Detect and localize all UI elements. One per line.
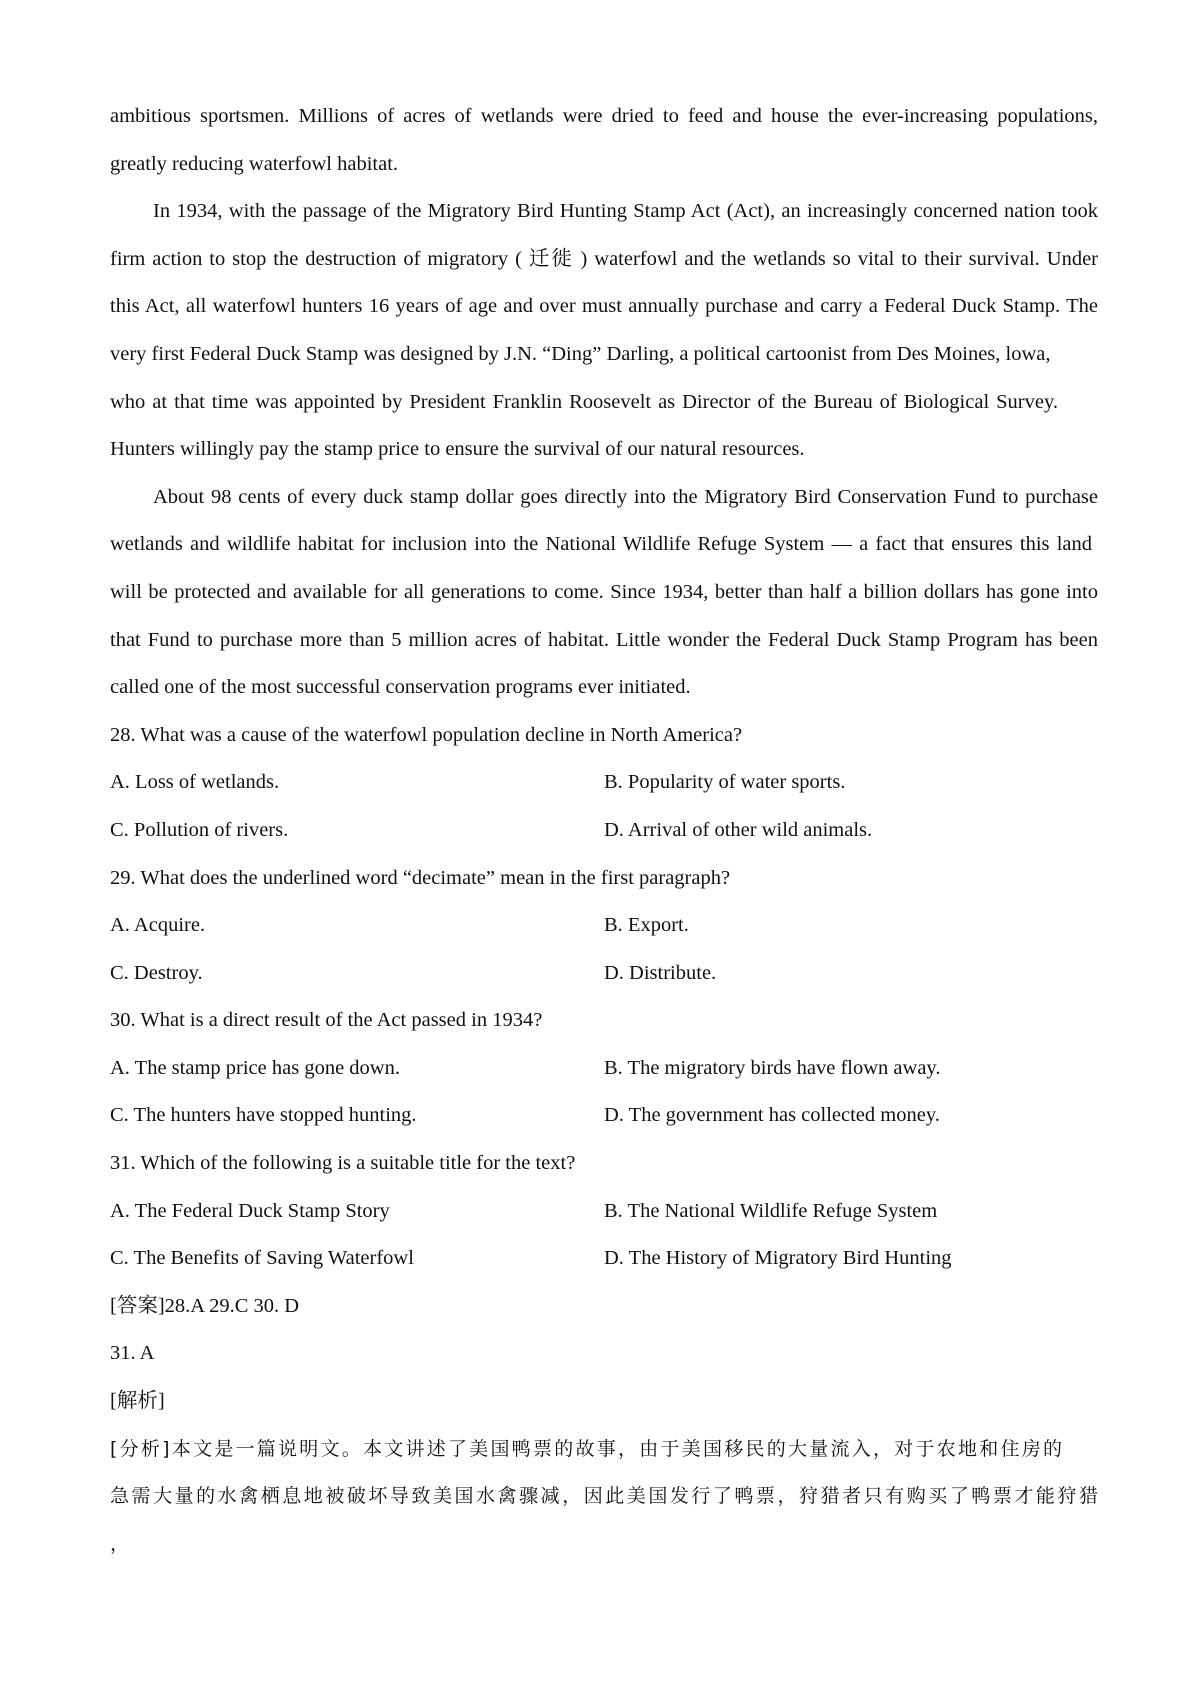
text-line: that Fund to purchase more than 5 million acres of habitat. Little wonder the Federal Duck Stamp Program has been bbox=[110, 628, 1098, 651]
option-b: B. The migratory birds have flown away. bbox=[604, 1056, 941, 1079]
paragraph-3 bbox=[110, 474, 1098, 712]
option-a: A. Acquire. bbox=[110, 914, 206, 937]
question-stem: 30. What is a direct result of the Act passed in 1934? bbox=[110, 1009, 543, 1032]
option-c: C. Destroy. bbox=[110, 961, 203, 984]
option-a: A. The stamp price has gone down. bbox=[110, 1056, 400, 1079]
question-31 bbox=[110, 1140, 1098, 1283]
option-b: B. Export. bbox=[604, 914, 689, 937]
option-c: C. Pollution of rivers. bbox=[110, 818, 289, 841]
question-stem: 29. What does the underlined word “decimate” mean in the first paragraph? bbox=[110, 866, 731, 889]
answer-section bbox=[110, 1283, 1098, 1569]
option-c: C. The hunters have stopped hunting. bbox=[110, 1104, 417, 1127]
answer-key: [答案]28.A 29.C 30. D bbox=[110, 1294, 300, 1317]
option-b: B. Popularity of water sports. bbox=[604, 771, 846, 794]
question-30 bbox=[110, 997, 1098, 1140]
option-c: C. The Benefits of Saving Waterfowl bbox=[110, 1247, 414, 1270]
text-line: In 1934, with the passage of the Migratory Bird Hunting Stamp Act (Act), an increasingly concerned nation took bbox=[153, 200, 1098, 223]
analysis-line: ， bbox=[110, 1532, 130, 1555]
text-line: wetlands and wildlife habitat for inclusion into the National Wildlife Refuge System — a fact that ensures this land bbox=[110, 533, 1092, 556]
question-stem: 31. Which of the following is a suitable title for the text? bbox=[110, 1152, 576, 1175]
option-a: A. Loss of wetlands. bbox=[110, 771, 280, 794]
text-line: this Act, all waterfowl hunters 16 years of age and over must annually purchase and carry a Federal Duck Stamp. The bbox=[110, 295, 1098, 318]
option-a: A. The Federal Duck Stamp Story bbox=[110, 1199, 390, 1222]
option-d: D. Arrival of other wild animals. bbox=[604, 818, 873, 841]
paragraph-1 bbox=[110, 93, 1098, 188]
text-line: Hunters willingly pay the stamp price to ensure the survival of our natural resources. bbox=[110, 438, 805, 461]
text-line: very first Federal Duck Stamp was designed by J.N. “Ding” Darling, a political cartoonist from Des Moines, lowa, bbox=[110, 342, 1051, 365]
text-line: will be protected and available for all generations to come. Since 1934, better than half a billion dollars has gone into bbox=[110, 580, 1098, 603]
paragraph-2 bbox=[110, 188, 1098, 474]
text-line: called one of the most successful conservation programs ever initiated. bbox=[110, 676, 691, 699]
text-line: who at that time was appointed by President Franklin Roosevelt as Director of the Bureau of Biological Survey. bbox=[110, 390, 1058, 413]
question-29 bbox=[110, 855, 1098, 998]
analysis-line: 急需大量的水禽栖息地被破坏导致美国水禽骤减，因此美国发行了鸭票，狩猎者只有购买了鸭票才能狩猎 bbox=[110, 1485, 1098, 1508]
question-28 bbox=[110, 712, 1098, 855]
text-line: greatly reducing waterfowl habitat. bbox=[110, 152, 399, 175]
text-line: firm action to stop the destruction of migratory ( 迁徙 ) waterfowl and the wetlands so vital to their survival. Under bbox=[110, 247, 1098, 270]
option-d: D. The government has collected money. bbox=[604, 1104, 940, 1127]
document-page bbox=[110, 93, 1098, 1568]
answer-key-31: 31. A bbox=[110, 1342, 155, 1365]
option-b: B. The National Wildlife Refuge System bbox=[604, 1199, 938, 1222]
option-d: D. Distribute. bbox=[604, 961, 717, 984]
analysis-label: [解析] bbox=[110, 1390, 165, 1413]
text-line: About 98 cents of every duck stamp dollar goes directly into the Migratory Bird Conservation Fund to purchase bbox=[153, 485, 1098, 508]
analysis-line: [分析]本文是一篇说明文。本文讲述了美国鸭票的故事，由于美国移民的大量流入，对于农地和住房的 bbox=[110, 1437, 1062, 1460]
option-d: D. The History of Migratory Bird Hunting bbox=[604, 1247, 952, 1270]
question-stem: 28. What was a cause of the waterfowl population decline in North America? bbox=[110, 723, 743, 746]
text-line: ambitious sportsmen. Millions of acres of wetlands were dried to feed and house the ever-increasing populations, bbox=[110, 105, 1098, 127]
